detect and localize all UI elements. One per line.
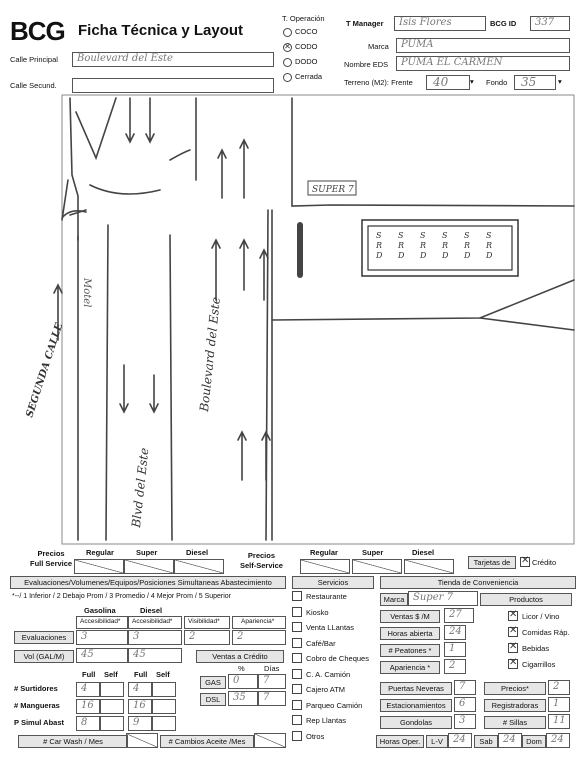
dsl-pct[interactable]: 35 — [228, 691, 258, 706]
servicio-checkbox[interactable] — [292, 669, 302, 679]
pump-label: S — [398, 231, 404, 240]
registradoras-label: Registradoras — [484, 699, 546, 712]
full-diesel-label: Diesel — [186, 548, 209, 557]
pump-label: D — [420, 251, 427, 260]
ventas-credito-label: Ventas a Crédito — [196, 650, 284, 663]
servicio-checkbox[interactable] — [292, 607, 302, 617]
servicio-label: Café/Bar — [306, 638, 336, 648]
pump-label: S — [442, 231, 448, 240]
servicio-label: Restaurante — [306, 592, 347, 601]
pump-label: D — [464, 251, 471, 260]
simul-label: P Simul Abast — [14, 718, 65, 727]
servicio-label: Parqueo Camión — [306, 700, 363, 710]
servicio-checkbox[interactable] — [292, 638, 302, 648]
horas-abierta-label: Horas abierta — [380, 627, 440, 640]
tarjetas-button[interactable]: Tarjetas de — [468, 556, 516, 569]
mangueras-cell[interactable] — [100, 699, 124, 714]
servicio-checkbox[interactable] — [292, 715, 302, 725]
gondolas-label: Gondolas — [380, 716, 452, 729]
full-regular-field[interactable] — [74, 559, 124, 574]
surtidores-cell[interactable] — [152, 682, 176, 697]
gas-dias[interactable]: 7 — [258, 674, 286, 689]
estacionamientos-field[interactable]: 6 — [454, 697, 476, 712]
servicio-checkbox[interactable] — [292, 700, 302, 710]
dias-label: Días — [264, 664, 280, 673]
eval-visibilidad[interactable]: 2 — [184, 630, 230, 645]
dsl-dias[interactable]: 7 — [258, 691, 286, 706]
self-diesel-label: Diesel — [412, 548, 435, 557]
rating-scale: *--/ 1 Inferior / 2 Debajo Prom / 3 Promedio / 4 Mejor Prom / 5 Superior — [12, 593, 232, 600]
vol-diesel[interactable]: 45 — [128, 648, 182, 663]
self-col-1: Self — [104, 670, 118, 679]
self-regular-label: Regular — [310, 548, 338, 557]
self-diesel-field[interactable] — [404, 559, 454, 574]
radio-label: CODO — [295, 42, 318, 51]
surtidores-cell[interactable] — [100, 682, 124, 697]
apariencia-tienda-field[interactable]: 2 — [444, 659, 466, 674]
radio-circle-icon: ✕ — [284, 41, 291, 51]
precios-tienda-field[interactable]: 2 — [548, 680, 570, 695]
evaluaciones-section-header: Evaluaciones/Volumenes/Equipos/Posiciones Simultaneas Abastecimiento — [10, 576, 286, 589]
blvd-label: Blvd del Este — [129, 447, 152, 529]
terreno-label: Terreno (M2): Frente — [344, 78, 413, 87]
servicio-label: Kiosko — [306, 607, 329, 617]
simul-cell[interactable] — [100, 716, 124, 731]
sab-field[interactable]: 24 — [498, 733, 522, 748]
sab-label: Sab — [474, 735, 498, 748]
producto-checkbox[interactable] — [508, 643, 518, 653]
form-title: Ficha Técnica y Layout — [78, 22, 244, 39]
col-visibilidad: Visibilidad* — [184, 616, 230, 629]
pct-label: % — [238, 664, 245, 673]
horas-abierta-field[interactable]: 24 — [444, 625, 466, 640]
servicio-checkbox[interactable] — [292, 653, 302, 663]
nombre-eds-label: Nombre EDS — [344, 60, 389, 69]
horas-oper-label: Horas Oper. — [376, 735, 424, 748]
servicio-checkbox[interactable] — [292, 622, 302, 632]
pump-label: R — [486, 241, 493, 250]
eval-accesibilidad-gas[interactable]: 3 — [76, 630, 128, 645]
surtidores-cell[interactable]: 4 — [128, 682, 152, 697]
dom-field[interactable]: 24 — [546, 733, 570, 748]
servicio-label: Cobro de Cheques — [306, 654, 369, 663]
motel-label: Motel — [81, 278, 92, 308]
precios-self-label: Precios Self-Service — [240, 551, 283, 570]
col-apariencia: Apariencia* — [232, 616, 286, 629]
puertas-neveras-label: Puertas Neveras — [380, 682, 452, 695]
radio-label: Cerrada — [295, 72, 323, 81]
servicio-checkbox[interactable] — [292, 684, 302, 694]
lv-field[interactable]: 24 — [448, 733, 472, 748]
sillas-label: # Sillas — [484, 716, 546, 729]
pump-label: R — [464, 241, 471, 250]
full-super-field[interactable] — [124, 559, 174, 574]
pump-label: D — [398, 251, 405, 260]
ventas-label: Ventas $ /M — [380, 610, 440, 623]
puertas-neveras-field[interactable]: 7 — [454, 680, 476, 695]
producto-label: Comidas Ráp. — [522, 628, 570, 637]
bcg-logo: BCG — [10, 16, 65, 46]
fondo-dropdown-icon[interactable]: ▾ — [558, 77, 562, 86]
servicio-label: Venta LLantas — [306, 623, 354, 632]
registradoras-field[interactable]: 1 — [548, 697, 570, 712]
sillas-field[interactable]: 11 — [548, 714, 570, 729]
precios-tienda-label: Precios* — [484, 682, 546, 695]
self-super-field[interactable] — [352, 559, 402, 574]
servicio-label: Otros — [306, 731, 325, 741]
gas-label: GAS — [200, 676, 226, 689]
credito-label: Crédito — [532, 558, 557, 567]
diesel-label: Diesel — [140, 606, 163, 615]
simul-cell[interactable] — [152, 716, 176, 731]
calle-principal-value: Boulevard del Este — [77, 53, 173, 64]
t-operacion-label: T. Operación — [282, 14, 325, 23]
eval-apariencia[interactable]: 2 — [232, 630, 286, 645]
marca-label: Marca — [368, 42, 389, 51]
pump-label: D — [486, 251, 493, 260]
self-regular-field[interactable] — [300, 559, 350, 574]
producto-label: Cigarrillos — [522, 660, 556, 669]
gasolina-label: Gasolina — [84, 606, 116, 615]
full-regular-label: Regular — [86, 548, 114, 557]
mangueras-cell[interactable]: 16 — [76, 699, 100, 714]
servicio-label: C. A. Camión — [306, 669, 351, 679]
col-accesibilidad-2: Accesibilidad* — [128, 616, 182, 629]
pump-label: D — [376, 251, 383, 260]
servicio-checkbox[interactable] — [292, 731, 302, 741]
full-super-label: Super — [136, 548, 158, 557]
full-col-1: Full — [82, 670, 96, 679]
frente-dropdown-icon[interactable]: ▾ — [470, 77, 474, 86]
vol-gasolina[interactable]: 45 — [76, 648, 128, 663]
super7-sketch-label: SUPER 7 — [312, 185, 354, 195]
self-col-2: Self — [156, 670, 170, 679]
producto-checkbox[interactable] — [508, 611, 518, 621]
pump-label: D — [442, 251, 449, 260]
boulevard-label: Boulevard del Este — [197, 296, 224, 413]
self-super-label: Super — [362, 548, 384, 557]
segunda-calle-label: SEGUNDA CALLE — [24, 321, 66, 419]
pump-label: R — [376, 241, 383, 250]
radio-label: DODO — [295, 57, 318, 66]
servicio-label: Cajero ATM — [306, 685, 346, 694]
lv-label: L-V — [426, 735, 448, 748]
cambios-aceite-field[interactable] — [254, 733, 286, 748]
credito-checkbox[interactable] — [520, 557, 530, 567]
simul-cell[interactable]: 9 — [128, 716, 152, 731]
producto-checkbox[interactable] — [508, 627, 518, 637]
radio-label: COCO — [295, 27, 318, 36]
producto-checkbox[interactable] — [508, 659, 518, 669]
pump-label: R — [420, 241, 427, 250]
dsl-label: DSL — [200, 693, 226, 706]
marca-value: PUMA — [401, 39, 434, 50]
mangueras-cell[interactable] — [152, 699, 176, 714]
fondo-value: 35 — [521, 75, 537, 89]
full-diesel-field[interactable] — [174, 559, 224, 574]
pump-label: S — [486, 231, 492, 240]
servicio-label: Rep Llantas — [306, 716, 347, 725]
frente-value: 40 — [433, 75, 449, 89]
surtidores-label: # Surtidores — [14, 684, 58, 693]
producto-label: Licor / Vino — [522, 612, 560, 621]
tienda-marca-field[interactable]: Super 7 — [408, 591, 478, 606]
full-col-2: Full — [134, 670, 148, 679]
servicio-checkbox[interactable] — [292, 591, 302, 601]
mangueras-label: # Mangueras — [14, 701, 60, 710]
gondolas-field[interactable]: 3 — [454, 714, 476, 729]
calle-secund-label: Calle Secund. — [10, 81, 57, 90]
pump-label: R — [398, 241, 405, 250]
peatones-field[interactable]: 1 — [444, 642, 466, 657]
bcg-id-value: 337 — [535, 17, 555, 28]
estacionamientos-label: Estacionamientos — [380, 699, 452, 712]
cambios-aceite-label: # Cambios Aceite /Mes — [160, 735, 254, 748]
surtidores-cell[interactable]: 4 — [76, 682, 100, 697]
fondo-label: Fondo — [486, 78, 508, 87]
pump-label: S — [376, 231, 382, 240]
t-manager-value: Isis Flores — [399, 17, 452, 28]
nombre-eds-value: PUMA EL CARMEN — [401, 57, 503, 68]
productos-header: Productos — [480, 593, 572, 606]
carwash-label: # Car Wash / Mes — [18, 735, 128, 748]
producto-label: Bebidas — [522, 644, 550, 653]
vol-row-label: Vol (GAL/M) — [14, 650, 74, 663]
ventas-field[interactable]: 27 — [444, 608, 474, 623]
servicios-header: Servicios — [292, 576, 374, 589]
dom-label: Dom — [522, 735, 546, 748]
pump-label: S — [464, 231, 470, 240]
evaluaciones-row-label: Evaluaciones — [14, 631, 74, 644]
carwash-field[interactable] — [126, 733, 158, 748]
t-manager-label: T Manager — [346, 19, 384, 28]
precios-full-label: Precios Full Service — [30, 549, 73, 568]
bcg-id-label: BCG ID — [490, 19, 517, 28]
pump-label: S — [420, 231, 426, 240]
tienda-header: Tienda de Conveniencia — [380, 576, 576, 589]
pump-label: R — [442, 241, 449, 250]
mangueras-cell[interactable]: 16 — [128, 699, 152, 714]
gas-pct[interactable]: 0 — [228, 674, 258, 689]
peatones-label: # Peatones * — [380, 644, 440, 657]
col-accesibilidad-1: Accesibilidad* — [76, 616, 128, 629]
apariencia-tienda-label: Apariencia * — [380, 661, 440, 674]
eval-accesibilidad-dsl[interactable]: 3 — [128, 630, 182, 645]
calle-principal-label: Calle Principal — [10, 55, 58, 64]
tienda-marca-label: Marca — [380, 593, 408, 606]
simul-cell[interactable]: 8 — [76, 716, 100, 731]
